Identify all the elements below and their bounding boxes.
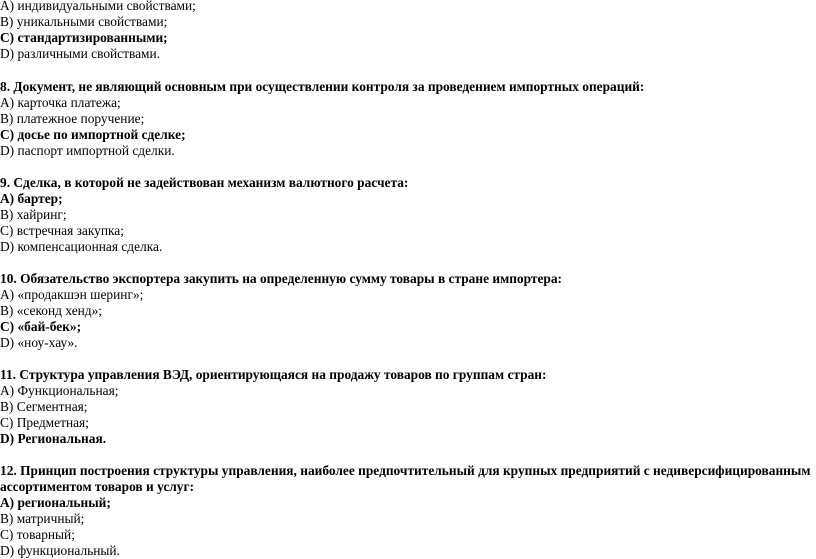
q11-option-d-correct: D) Региональная. bbox=[0, 431, 107, 446]
question-10: 10. Обязательство экспортера закупить на определенную сумму товары в стране импортера: bbox=[0, 271, 563, 286]
q8-option-d: D) паспорт импортной сделки. bbox=[0, 143, 175, 158]
q12-option-c: C) товарный; bbox=[0, 527, 75, 542]
q8-option-a: A) карточка платежа; bbox=[0, 95, 121, 110]
q10-option-a: A) «продакшэн шеринг»; bbox=[0, 287, 144, 302]
q10-option-b: B) «секонд хенд»; bbox=[0, 303, 103, 318]
q11-option-c: C) Предметная; bbox=[0, 415, 89, 430]
option-d: D) различными свойствами. bbox=[0, 46, 161, 61]
q12-option-d: D) функциональный. bbox=[0, 543, 120, 558]
q8-option-c-correct: C) досье по импортной сделке; bbox=[0, 127, 186, 142]
q11-option-a: A) Функциональная; bbox=[0, 383, 119, 398]
question-11: 11. Структура управления ВЭД, ориентирующаяся на продажу товаров по группам стран: bbox=[0, 367, 547, 382]
q10-option-d: D) «ноу-хау». bbox=[0, 335, 78, 350]
q11-option-b: B) Сегментная; bbox=[0, 399, 88, 414]
q9-option-a-correct: A) бартер; bbox=[0, 191, 63, 206]
option-b: B) уникальными свойствами; bbox=[0, 14, 168, 29]
question-9: 9. Сделка, в которой не задействован механизм валютного расчета: bbox=[0, 175, 409, 190]
q9-option-b: B) хайринг; bbox=[0, 207, 67, 222]
q9-option-d: D) компенсационная сделка. bbox=[0, 239, 163, 254]
q12-option-a-correct: A) региональный; bbox=[0, 495, 111, 510]
question-8: 8. Документ, не являющий основным при осуществлении контроля за проведением импортных операций: bbox=[0, 79, 645, 94]
q10-option-c-correct: C) «бай-бек»; bbox=[0, 319, 82, 334]
q12-option-b: B) матричный; bbox=[0, 511, 85, 526]
option-c-correct: C) стандартизированными; bbox=[0, 30, 168, 45]
option-a: A) индивидуальными свойствами; bbox=[0, 0, 196, 13]
q8-option-b: B) платежное поручение; bbox=[0, 111, 145, 126]
q9-option-c: C) встречная закупка; bbox=[0, 223, 124, 238]
question-12: 12. Принцип построения структуры управления, наиболее предпочтительный для крупных предприятий с недиверсифицированным ассортиментом товаров и услуг: bbox=[0, 463, 811, 494]
